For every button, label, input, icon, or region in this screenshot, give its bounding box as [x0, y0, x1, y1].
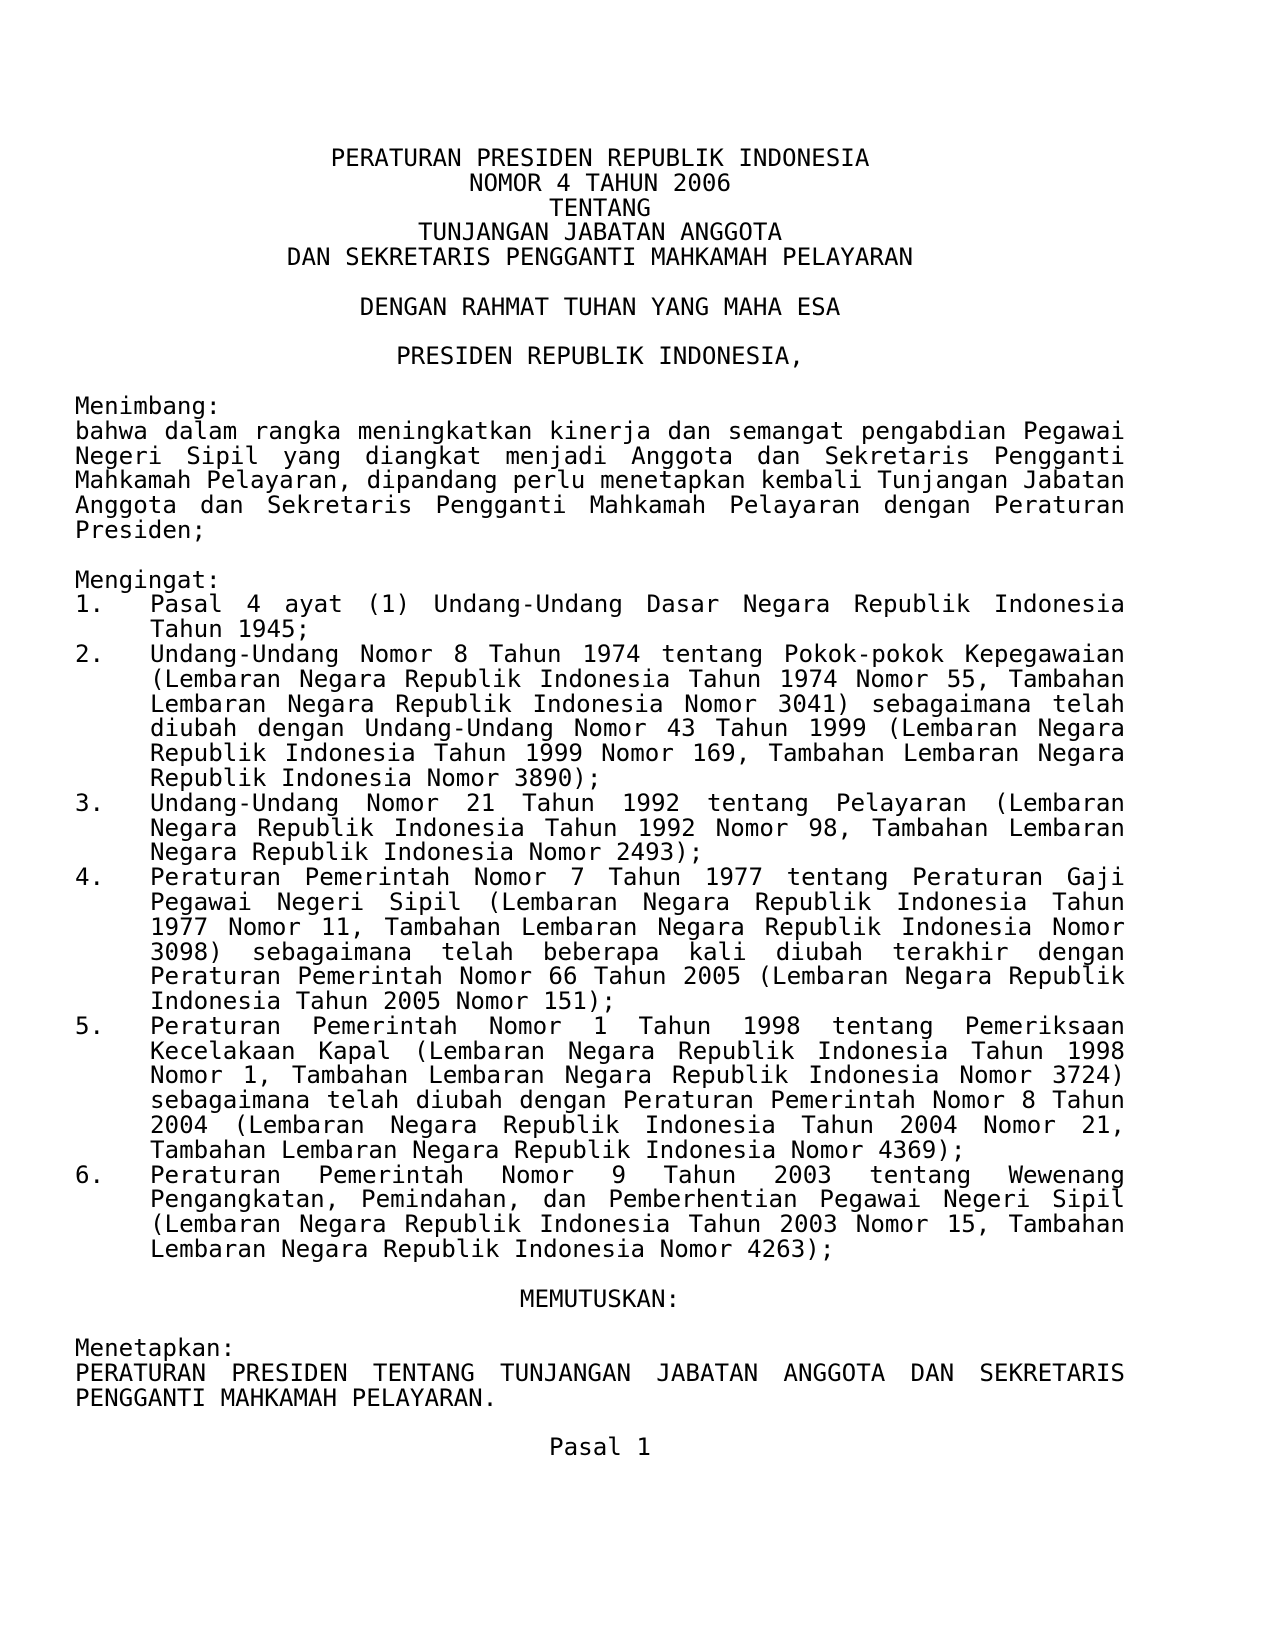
- list-item: [75, 592, 1125, 642]
- mengingat-label: Mengingat:: [75, 565, 221, 594]
- list-item: [75, 1160, 1125, 1264]
- header-subject-line-1: TUNJANGAN JABATAN ANGGOTA: [417, 218, 783, 247]
- header-number: NOMOR 4 TAHUN 2006: [468, 168, 732, 197]
- list-item-number: 5.: [75, 1011, 105, 1040]
- list-item-text: Peraturan Pemerintah Nomor 9 Tahun 2003 tentang Wewenang Pengangkatan, Pemindahan, dan Pemberhentian Pegawai Negeri Sipil (Lembaran Negara Republik Indonesia Tahun 2003 Nomor 15, Tambahan Lembaran Negara Republik Indonesia Nomor 4263);: [150, 1160, 1125, 1264]
- document-page: [75, 146, 1125, 1460]
- menetapkan-section: [75, 1336, 1125, 1410]
- blessing-line: DENGAN RAHMAT TUHAN YANG MAHA ESA: [359, 292, 841, 321]
- list-item-number: 4.: [75, 863, 105, 892]
- president-line: PRESIDEN REPUBLIK INDONESIA,: [396, 342, 804, 371]
- list-item-text: Peraturan Pemerintah Nomor 1 Tahun 1998 tentang Pemeriksaan Kecelakaan Kapal (Lembaran Negara Republik Indonesia Tahun 1998 Nomor 1, Tambahan Lembaran Negara Republik Indonesia Nomor 3724) sebagaimana telah diubah dengan Peraturan Pemerintah Nomor 8 Tahun 2004 (Lembaran Negara Republik Indonesia Tahun 2004 Nomor 21, Tambahan Lembaran Negara Republik Indonesia Nomor 4369);: [150, 1011, 1125, 1164]
- document-header: [75, 146, 1125, 270]
- menimbang-text: bahwa dalam rangka meningkatkan kinerja dan semangat pengabdian Pegawai Negeri Sipil yang diangkat menjadi Anggota dan Sekretaris Pengganti Mahkamah Pelayaran, dipandang perlu menetapkan kembali Tunjangan Jabatan Anggota dan Sekretaris Pengganti Mahkamah Pelayaran dengan Peraturan Presiden;: [75, 416, 1125, 544]
- list-item-text: Undang-Undang Nomor 21 Tahun 1992 tentang Pelayaran (Lembaran Negara Republik Indonesia Tahun 1992 Nomor 98, Tambahan Lembaran Negara Republik Indonesia Nomor 2493);: [150, 788, 1125, 867]
- header-subject-line-2: DAN SEKRETARIS PENGGANTI MAHKAMAH PELAYARAN: [286, 243, 914, 272]
- menimbang-label: Menimbang:: [75, 391, 221, 420]
- header-title: PERATURAN PRESIDEN REPUBLIK INDONESIA: [330, 144, 870, 172]
- header-tentang: TENTANG: [549, 193, 651, 222]
- menetapkan-text: PERATURAN PRESIDEN TENTANG TUNJANGAN JABATAN ANGGOTA DAN SEKRETARIS PENGGANTI MAHKAMAH PELAYARAN.: [75, 1359, 1125, 1412]
- list-item: [75, 865, 1125, 1014]
- list-item-text: Peraturan Pemerintah Nomor 7 Tahun 1977 tentang Peraturan Gaji Pegawai Negeri Sipil (Lembaran Negara Republik Indonesia Tahun 1977 Nomor 11, Tambahan Lembaran Negara Republik Indonesia Nomor 3098) sebagaimana telah beberapa kali diubah terakhir dengan Peraturan Pemerintah Nomor 66 Tahun 2005 (Lembaran Negara Republik Indonesia Tahun 2005 Nomor 151);: [150, 863, 1125, 1016]
- list-item: [75, 788, 1125, 867]
- list-item-text: Pasal 4 ayat (1) Undang-Undang Dasar Negara Republik Indonesia Tahun 1945;: [150, 590, 1125, 644]
- list-item-number: 2.: [75, 639, 105, 668]
- memutuskan-heading: MEMUTUSKAN:: [519, 1284, 681, 1313]
- menetapkan-label: Menetapkan:: [75, 1334, 236, 1363]
- list-item-text: Undang-Undang Nomor 8 Tahun 1974 tentang Pokok-pokok Kepegawaian (Lembaran Negara Republik Indonesia Tahun 1974 Nomor 55, Tambahan Lembaran Negara Republik Indonesia Nomor 3041) sebagaimana telah diubah dengan Undang-Undang Nomor 43 Tahun 1999 (Lembaran Negara Republik Indonesia Tahun 1999 Nomor 169, Tambahan Lembaran Negara Republik Indonesia Nomor 3890);: [150, 639, 1125, 792]
- list-item: [75, 639, 1125, 792]
- mengingat-list: [75, 592, 1125, 1262]
- menimbang-section: [75, 391, 1125, 544]
- mengingat-section: [75, 565, 1125, 1264]
- list-item-number: 6.: [75, 1160, 105, 1189]
- pasal-heading: Pasal 1: [549, 1433, 651, 1462]
- list-item: [75, 1011, 1125, 1164]
- list-item-number: 3.: [75, 788, 105, 817]
- list-item-number: 1.: [75, 590, 105, 619]
